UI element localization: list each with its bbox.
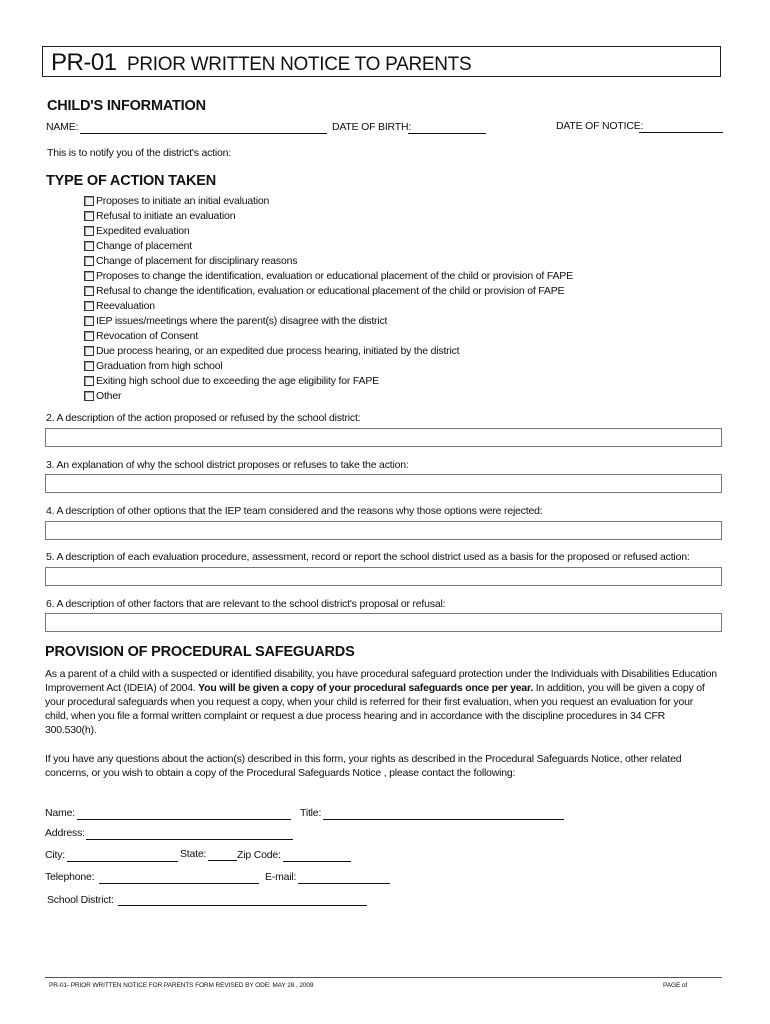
contact-address-field[interactable] [86, 827, 293, 840]
checkbox[interactable] [84, 211, 94, 221]
checkbox[interactable] [84, 196, 94, 206]
checkbox[interactable] [84, 271, 94, 281]
question-2-field[interactable] [45, 428, 722, 447]
form-title-box [42, 46, 721, 77]
checkbox[interactable] [84, 226, 94, 236]
question-4-field[interactable] [45, 521, 722, 540]
action-option[interactable]: Proposes to change the identification, evaluation or educational placement of the child or provision of FAPE [84, 269, 724, 284]
child-name-field[interactable] [80, 121, 327, 134]
childs-information-heading: CHILD'S INFORMATION [47, 98, 206, 114]
action-option[interactable]: Graduation from high school [84, 358, 724, 373]
question-3-field[interactable] [45, 474, 722, 493]
action-checklist [84, 194, 724, 403]
contact-city-label: City: [45, 849, 66, 861]
notify-text: This is to notify you of the district's action: [47, 147, 232, 159]
date-of-notice-field[interactable] [639, 120, 723, 133]
footer-divider [45, 977, 722, 978]
type-of-action-heading: TYPE OF ACTION TAKEN [46, 173, 217, 189]
form-code: PR-01 [51, 49, 117, 76]
action-option[interactable]: Change of placement [84, 239, 724, 254]
action-option[interactable]: Exiting high school due to exceeding the age eligibility for FAPE [84, 373, 724, 388]
date-of-notice-label: DATE OF NOTICE: [556, 120, 644, 132]
name-label: NAME: [46, 121, 79, 133]
question-3-label: 3. An explanation of why the school district proposes or refuses to take the action: [46, 459, 409, 471]
action-option[interactable]: Due process hearing, or an expedited due process hearing, initiated by the district [84, 343, 724, 358]
contact-paragraph: If you have any questions about the action(s) described in this form, your rights as described in the Procedural Safeguards Notice, other related concerns, or you wish to obtain a copy of the Procedural Safeguards Notice , please contact the following: [45, 753, 682, 779]
contact-zip-field[interactable] [283, 849, 351, 862]
action-option[interactable]: Proposes to initiate an initial evaluation [84, 194, 724, 209]
question-6-field[interactable] [45, 613, 722, 632]
contact-school-district-field[interactable] [118, 893, 367, 906]
checkbox[interactable] [84, 391, 94, 401]
contact-city-field[interactable] [67, 849, 178, 862]
procedural-safeguards-heading: PROVISION OF PROCEDURAL SAFEGUARDS [45, 644, 355, 660]
question-6-label: 6. A description of other factors that are relevant to the school district's proposal or refusal: [46, 598, 446, 610]
action-option[interactable]: Refusal to change the identification, evaluation or educational placement of the child or provision of FAPE [84, 284, 724, 299]
checkbox[interactable] [84, 331, 94, 341]
question-2-label: 2. A description of the action proposed or refused by the school district: [46, 412, 361, 424]
checkbox[interactable] [84, 316, 94, 326]
contact-title-field[interactable] [323, 807, 564, 820]
action-option[interactable]: Refusal to initiate an evaluation [84, 209, 724, 224]
contact-email-field[interactable] [298, 871, 390, 884]
question-5-label: 5. A description of each evaluation procedure, assessment, record or report the school district used as a basis for the proposed or refused action: [46, 551, 690, 563]
safeguards-paragraph: As a parent of a child with a suspected or identified disability, you have procedural safeguard protection under the Individuals with Disabilities Education Improvement Act (IDEIA) of 2004. You will be given a copy of your procedural safeguards once per year. In addition, you will be given a copy of your procedural safeguards when you request a copy, when your child is referred for their first evaluation, when you request an evaluation for your child, when you file a formal written complaint or request a due process hearing and in accordance with the discipline procedures in 34 CFR 300.530(h). [45, 668, 717, 736]
contact-name-field[interactable] [77, 807, 291, 820]
checkbox[interactable] [84, 286, 94, 296]
checkbox[interactable] [84, 361, 94, 371]
date-of-birth-field[interactable] [408, 121, 486, 134]
action-option[interactable]: Revocation of Consent [84, 328, 724, 343]
checkbox[interactable] [84, 376, 94, 386]
checkbox[interactable] [84, 346, 94, 356]
question-5-field[interactable] [45, 567, 722, 586]
contact-telephone-label: Telephone: [45, 871, 95, 883]
footer-form-info: PR-01- PRIOR WRITTEN NOTICE FOR PARENTS FORM REVISED BY ODE: MAY 28 , 2009 [49, 982, 314, 989]
action-option[interactable]: Change of placement for disciplinary reasons [84, 254, 724, 269]
date-of-birth-label: DATE OF BIRTH: [332, 121, 412, 133]
contact-school-district-label: School District: [47, 894, 114, 906]
footer-page-number: PAGE of [663, 982, 688, 989]
question-4-label: 4. A description of other options that the IEP team considered and the reasons why those options were rejected: [46, 505, 543, 517]
contact-state-field[interactable] [208, 848, 237, 861]
contact-title-label: Title: [300, 807, 322, 819]
action-option[interactable]: Other [84, 388, 724, 403]
contact-state-label: State: [180, 848, 207, 860]
form-title: PRIOR WRITTEN NOTICE TO PARENTS [127, 54, 472, 75]
checkbox[interactable] [84, 256, 94, 266]
contact-telephone-field[interactable] [99, 871, 259, 884]
action-option[interactable]: Expedited evaluation [84, 224, 724, 239]
action-option[interactable]: IEP issues/meetings where the parent(s) disagree with the district [84, 314, 724, 329]
checkbox[interactable] [84, 241, 94, 251]
contact-name-label: Name: [45, 807, 75, 819]
contact-email-label: E-mail: [265, 871, 297, 883]
action-option[interactable]: Reevaluation [84, 299, 724, 314]
contact-address-label: Address: [45, 827, 85, 839]
contact-zip-label: Zip Code: [237, 849, 281, 861]
checkbox[interactable] [84, 301, 94, 311]
